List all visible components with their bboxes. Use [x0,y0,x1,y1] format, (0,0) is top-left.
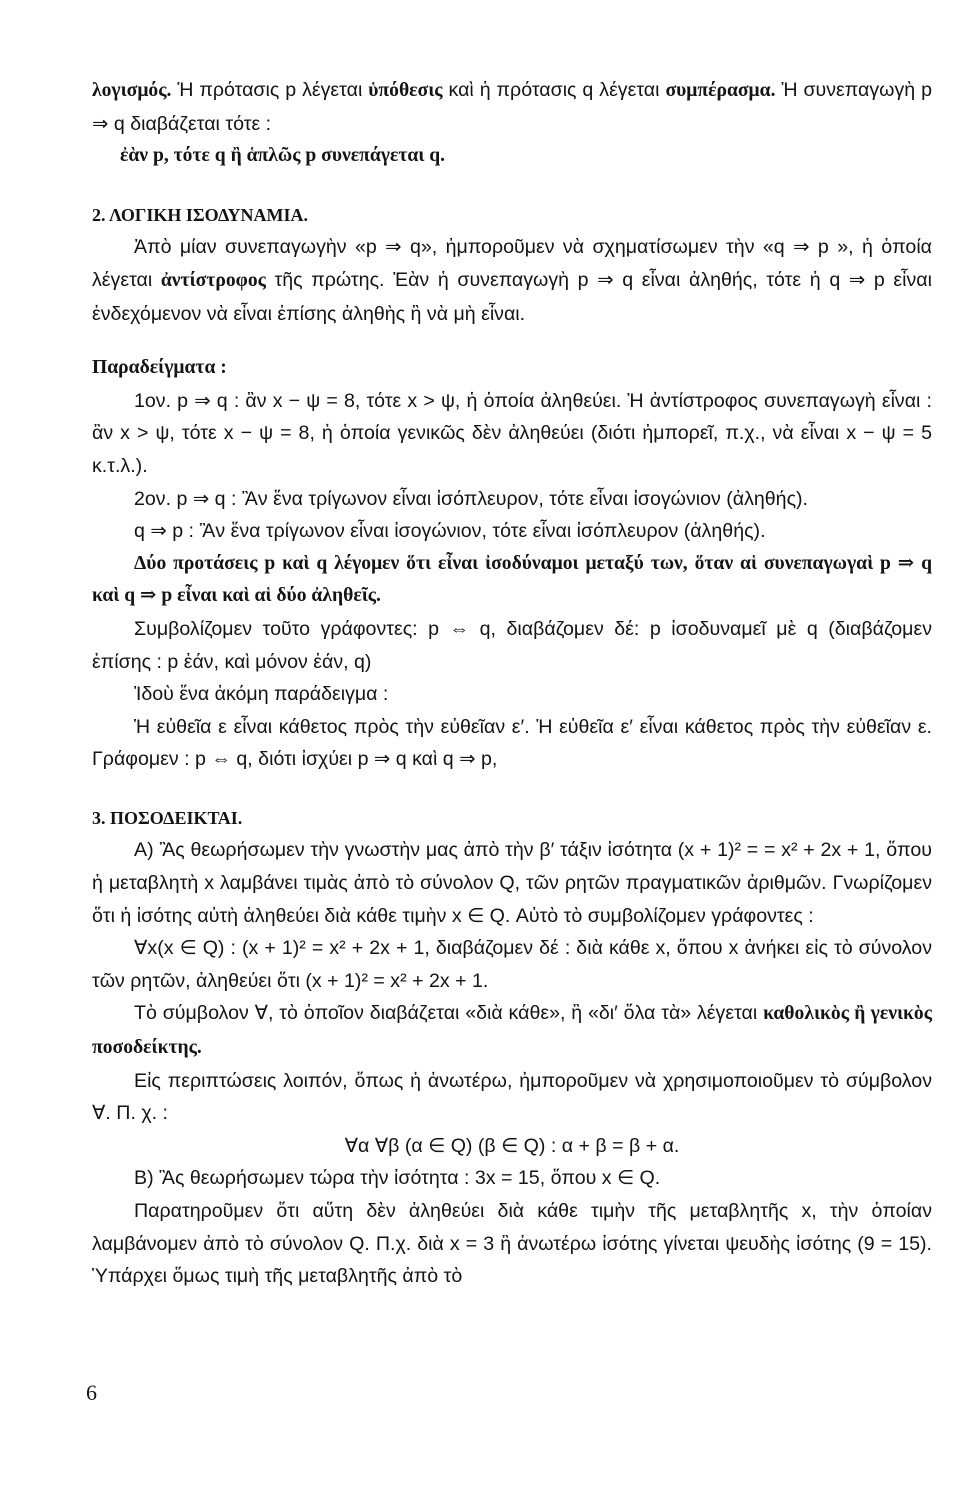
another-example-label: Ἰδοὺ ἕνα ἀκόμη παράδειγμα : [134,683,389,706]
section-heading-2: 2. ΛΟΓΙΚΗ ΙΣΟΔΥΝΑΜΙΑ. [92,204,308,225]
implication-reading: ἐὰν p, τότε q ἢ ἁπλῶς p συνεπάγεται q. [120,145,446,167]
paragraph-converse [92,231,932,330]
example-1: 1ον. p ⇒ q : ἂν x − ψ = 8, τότε x > ψ, ἡ ὁποία ἀληθεύει. Ἡ ἀντίστροφος συνεπαγωγὴ εἶναι : ἂν x > ψ, τότε x − ψ = 8, ἡ ὁποία γενικῶς δὲν ἀληθεύει (διότι ἠμπορεῖ, π.χ., νὰ εἶναι x − ψ = 5 κ.τ.λ.). [92,389,932,477]
universal-text: Τὸ σύμβολον ∀, τὸ ὁποῖον διαβάζεται «διὰ κάθε», ἢ «δι′ ὅλα τὰ» λέγεται [134,1002,764,1025]
paragraph-intro [92,74,932,140]
paragraph-B1: Β) Ἂς θεωρήσωμεν τώρα τὴν ἰσότητα : 3x = 15, ὅπου x ∈ Q. [134,1167,661,1190]
paragraph-A2: ∀x(x ∈ Q) : (x + 1)² = x² + 2x + 1, διαβάζομεν δέ : διὰ κάθε x, ὅπου x ἀνήκει εἰς τὸ σύνολον τῶν ρητῶν, ἀληθεύει ὅτι (x + 1)² = x² + 2x + 1. [92,937,932,992]
paragraph-A3 [92,997,932,1064]
example-2-converse: q ⇒ p : Ἂν ἕνα τρίγωνον εἶναι ἰσογώνιον, τότε εἶναι ἰσόπλευρον (ἀληθής). [134,520,766,543]
intro-text-3: Ἡ συνεπαγωγὴ p ⇒ q διαβάζεται τότε : [92,79,932,135]
converse-text-1: Ἀπὸ μίαν συνεπαγωγὴν «p ⇒ q», ἠμποροῦμεν νὰ σχηματίσωμεν τὴν «q ⇒ p », ἡ ὁποία λέγεται [92,236,932,291]
examples-title: Παραδείγματα : [92,357,227,379]
term-logismos: λογισμός. [92,80,172,101]
formula-commutative: ∀α ∀β (α ∈ Q) (β ∈ Q) : α + β = β + α. [344,1134,680,1157]
intro-text-1: Ἡ πρότασις p λέγεται [171,79,369,101]
example-perpendicular: Ἡ εὐθεῖα ε εἶναι κάθετος πρὸς τὴν εὐθεῖαν ε′. Ἡ εὐθεῖα ε′ εἶναι κάθετος πρὸς τὴν εὐθεῖαν ε. Γράφομεν : p ⇔ q, διότι ἰσχύει p ⇒ q καὶ q ⇒ p, [92,715,932,771]
converse-text-2: τῆς πρώτης. Ἐὰν ἡ συνεπαγωγὴ p ⇒ q εἶναι ἀληθής, τότε ἡ q ⇒ p εἶναι ἐνδεχόμενον νὰ εἶναι ἐπίσης ἀληθὴς ἢ νὰ μὴ εἶναι. [92,268,932,325]
page-number: 6 [86,1380,97,1405]
paragraph-B2: Παρατηροῦμεν ὅτι αὕτη δὲν ἀληθεύει διὰ κάθε τιμὴν τῆς μεταβλητῆς x, τὴν ὁποίαν λαμβάνομεν ἀπὸ τὸ σύνολον Q. Π.χ. διὰ x = 3 ἢ ἀνωτέρω ἰσότης γίνεται ψευδὴς ἰσότης (9 = 15). Ὑπάρχει ὅμως τιμὴ τῆς μεταβλητῆς ἀπὸ τὸ [92,1200,932,1288]
section-heading-3: 3. ΠΟΣΟΔΕΙΚΤΑΙ. [92,807,243,828]
definition-equivalence: Δύο προτάσεις p καὶ q λέγομεν ὅτι εἶναι ἰσοδύναμοι μεταξύ των, ὅταν αἱ συνεπαγωγαὶ p ⇒ q καὶ q ⇒ p εἶναι καὶ αἱ δύο ἀληθεῖς. [92,552,932,607]
paragraph-symbol: Συμβολίζομεν τοῦτο γράφοντες: p ⇔ q, διαβάζομεν δέ: p ἰσοδυναμεῖ μὲ q (διαβάζομεν ἐπίσης : p ἐάν, καὶ μόνον ἐάν, q) [92,617,932,673]
page-body [92,74,932,1293]
paragraph-A1: Α) Ἂς θεωρήσωμεν τὴν γνωστὴν μας ἀπὸ τὴν β′ τάξιν ἰσότητα (x + 1)² = = x² + 2x + 1, ὅπου ἡ μεταβλητὴ x λαμβάνει τιμὰς ἀπὸ τὸ σύνολον Q, τῶν ρητῶν πραγματικῶν ἀριθμῶν. Γνωρίζομεν ὅτι ἡ ἰσότης αὐτὴ ἀληθεύει διὰ κάθε τιμὴν x ∈ Q. Αὐτὸ τὸ συμβολίζομεν γράφοντες : [92,839,932,927]
intro-text-2: καὶ ἡ πρότασις q λέγεται [442,79,666,101]
term-hypothesis: ὑπόθεσις [368,80,443,101]
term-universal-quantifier: καθολικὸς ἢ γενικὸς ποσοδείκτης. [92,1003,932,1059]
example-2: 2ον. p ⇒ q : Ἂν ἕνα τρίγωνον εἶναι ἰσόπλευρον, τότε εἶναι ἰσογώνιον (ἀληθής). [134,487,808,510]
term-conclusion: συμπέρασμα. [665,80,776,101]
term-converse: ἀντίστροφος [160,269,266,291]
paragraph-A4: Εἰς περιπτώσεις λοιπόν, ὅπως ἡ ἀνωτέρω, ἠμποροῦμεν νὰ χρησιμοποιοῦμεν τὸ σύμβολον ∀. Π. χ. : [92,1069,932,1125]
